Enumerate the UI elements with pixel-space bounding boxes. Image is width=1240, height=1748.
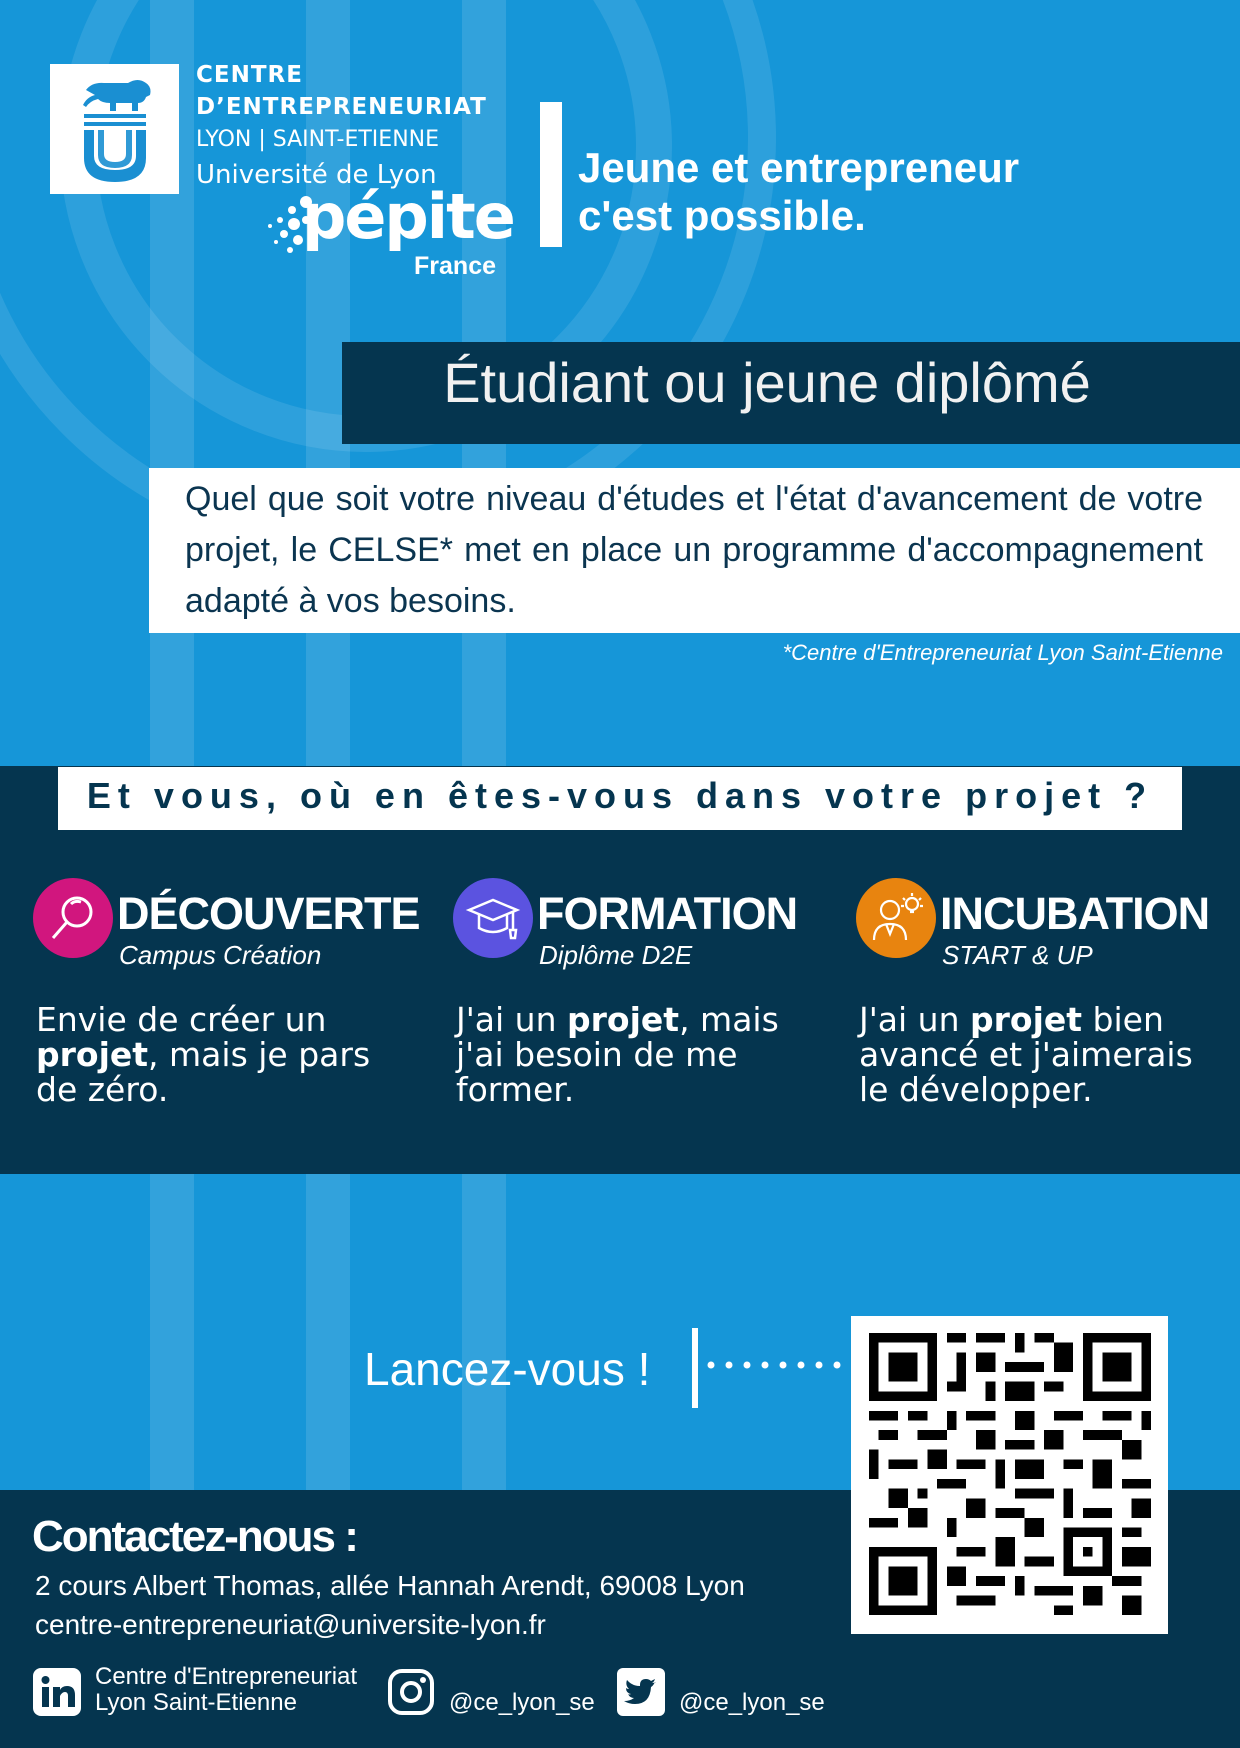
header-divider [540,102,562,247]
person-lightbulb-icon [856,878,936,958]
pepite-wordmark: pépite [302,180,514,253]
stage-title: INCUBATION [940,888,1210,939]
graduation-cap-icon [453,878,533,958]
instagram-icon[interactable] [387,1668,435,1716]
stages-question: Et vous, où en êtes-vous dans votre projet ? [86,775,1154,816]
lion-university-shield-icon [50,64,179,194]
stage-subtitle: START & UP [942,940,1093,970]
org-name-line3: LYON | SAINT-ETIENNE [196,127,440,152]
contact-email[interactable]: centre-entrepreneuriat@universite-lyon.fr [35,1609,546,1640]
linkedin-line1: Centre d'Entrepreneuriat [95,1663,358,1690]
intro-text: Quel que soit votre niveau d'études et l'état d'avancement de votre projet, le CELSE* met en place un programme d'accompagnement adapté à vos besoins. [185,480,1203,620]
cta-label: Lancez-vous ! [364,1343,651,1395]
desc-bold: projet [567,1000,680,1039]
tagline-line2: c'est possible. [578,192,866,239]
cta-divider [692,1328,698,1408]
celse-logo [50,64,179,194]
magnifying-glass-icon [33,878,113,958]
tagline [578,144,1019,240]
qr-code-icon[interactable] [869,1333,1151,1615]
stage-title: DÉCOUVERTE [117,888,420,939]
instagram-handle[interactable]: @ce_lyon_se [449,1689,595,1716]
desc-text: Envie de créer un [36,1000,327,1039]
desc-text: , mais je pars de zéro. [36,1035,371,1109]
org-name-line4: Université de Lyon [196,160,437,190]
intro-footnote: *Centre d'Entrepreneuriat Lyon Saint-Etienne [782,640,1223,665]
linkedin-line2: Lyon Saint-Etienne [95,1689,297,1716]
linkedin-icon[interactable] [33,1668,81,1716]
desc-text: , mais j'ai besoin de me former. [456,1000,779,1109]
contact-title: Contactez-nous : [32,1512,357,1561]
twitter-icon[interactable] [617,1668,665,1716]
stage-description [36,1002,406,1107]
stage-subtitle: Campus Création [119,940,322,970]
target-title: Étudiant ou jeune diplômé [443,351,1091,414]
twitter-handle[interactable]: @ce_lyon_se [679,1689,825,1716]
org-name-line1: CENTRE [196,62,303,88]
stage-description [456,1002,826,1107]
pepite-logo [262,180,514,282]
desc-text: J'ai un [859,1000,971,1039]
desc-bold: projet [36,1035,149,1074]
social-linkedin[interactable] [33,1668,81,1720]
social-instagram[interactable] [387,1668,435,1720]
contact-address: 2 cours Albert Thomas, allée Hannah Arendt, 69008 Lyon [35,1570,745,1601]
tagline-line1: Jeune et entrepreneur [578,144,1020,191]
stage-subtitle: Diplôme D2E [539,940,693,970]
desc-text: J'ai un [456,1000,568,1039]
linkedin-label[interactable] [95,1664,357,1716]
stage-description [859,1002,1229,1107]
social-twitter[interactable] [617,1668,665,1720]
org-name-line2: D’ENTREPRENEURIAT [196,94,487,120]
cta-dotted-connector [707,1361,855,1369]
pepite-country: France [414,252,496,280]
desc-bold: projet [970,1000,1083,1039]
desc-text: bien avancé et j'aimerais le développer. [859,1000,1193,1109]
stage-title: FORMATION [537,888,798,939]
